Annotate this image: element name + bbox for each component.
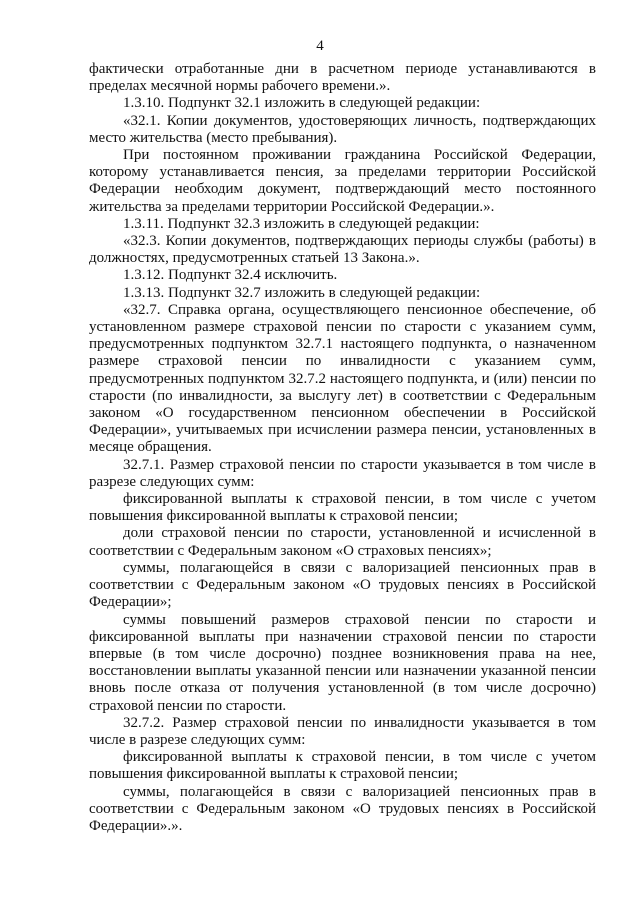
paragraph-item-1-3-11: 1.3.11. Подпункт 32.3 изложить в следующей редакции:: [123, 215, 480, 232]
paragraph-list-item: суммы повышений размеров страховой пенсии по старости и фиксированной выплаты при назначении страховой пенсии по старости впервые (в том числе досрочно) позднее возникновения права на нее, восстановлении выплаты указанной пенсии или назначении указанной пенсии вновь после отказа от получения установленной (в том числе досрочно) страховой пенсии по старости.: [89, 611, 596, 714]
paragraph-item-1-3-10: 1.3.10. Подпункт 32.1 изложить в следующей редакции:: [123, 95, 481, 112]
paragraph-list-item: суммы, полагающейся в связи с валоризацией пенсионных прав в соответствии с Федеральным законом «О трудовых пенсиях в Российской Федерации»;: [89, 559, 596, 611]
paragraph-32-7-1: 32.7.1. Размер страховой пенсии по старости указывается в том числе в разрезе следующих сумм:: [89, 456, 596, 490]
paragraph-list-item: фиксированной выплаты к страховой пенсии, в том числе с учетом повышения фиксированной выплаты к страховой пенсии;: [89, 491, 596, 525]
paragraph-quote-32-7: «32.7. Справка органа, осуществляющего пенсионное обеспечение, об установленном размере страховой пенсии по старости с указанием сумм, предусмотренных подпунктом 32.7.1 настоящего подпункта, о назначенном размере страховой пенсии по инвалидности с указанием сумм, предусмотренных подпунктом 32.7.2 настоящего подпункта, и (или) пенсии по старости (по инвалидности, за выслугу лет) в соответствии с Федеральным законом «О государственном пенсионном обеспечении в Российской Федерации», учитываемых при исчислении размера пенсии, установленных в месяце обращения.: [89, 301, 596, 456]
page-number: 4: [316, 38, 324, 54]
document-body: [89, 61, 596, 835]
paragraph: При постоянном проживании гражданина Российской Федерации, которому устанавливается пенсия, за пределами территории Российской Федерации необходим документ, подтверждающий место постоянного жительства за пределами территории Российской Федерации.».: [89, 147, 596, 215]
paragraph-list-item: доли страховой пенсии по старости, установленной и исчисленной в соответствии с Федеральным законом «О страховых пенсиях»;: [89, 525, 596, 559]
paragraph-item-1-3-12: 1.3.12. Подпункт 32.4 исключить.: [123, 267, 338, 284]
paragraph-quote-32-1: «32.1. Копии документов, удостоверяющих личность, подтверждающих место жительства (место пребывания).: [89, 112, 596, 146]
paragraph-list-item: фиксированной выплаты к страховой пенсии, в том числе с учетом повышения фиксированной выплаты к страховой пенсии;: [89, 749, 596, 783]
paragraph-32-7-2: 32.7.2. Размер страховой пенсии по инвалидности указывается в том числе в разрезе следующих сумм:: [89, 714, 596, 748]
paragraph-list-item: суммы, полагающейся в связи с валоризацией пенсионных прав в соответствии с Федеральным законом «О трудовых пенсиях в Российской Федерации».».: [89, 783, 596, 834]
paragraph-item-1-3-13: 1.3.13. Подпункт 32.7 изложить в следующей редакции:: [123, 284, 481, 301]
paragraph-continuation: фактически отработанные дни в расчетном периоде устанавливаются в пределах месячной нормы рабочего времени.».: [89, 61, 596, 95]
paragraph-quote-32-3: «32.3. Копии документов, подтверждающих периоды службы (работы) в должностях, предусмотренных статьей 13 Закона.».: [89, 233, 596, 267]
